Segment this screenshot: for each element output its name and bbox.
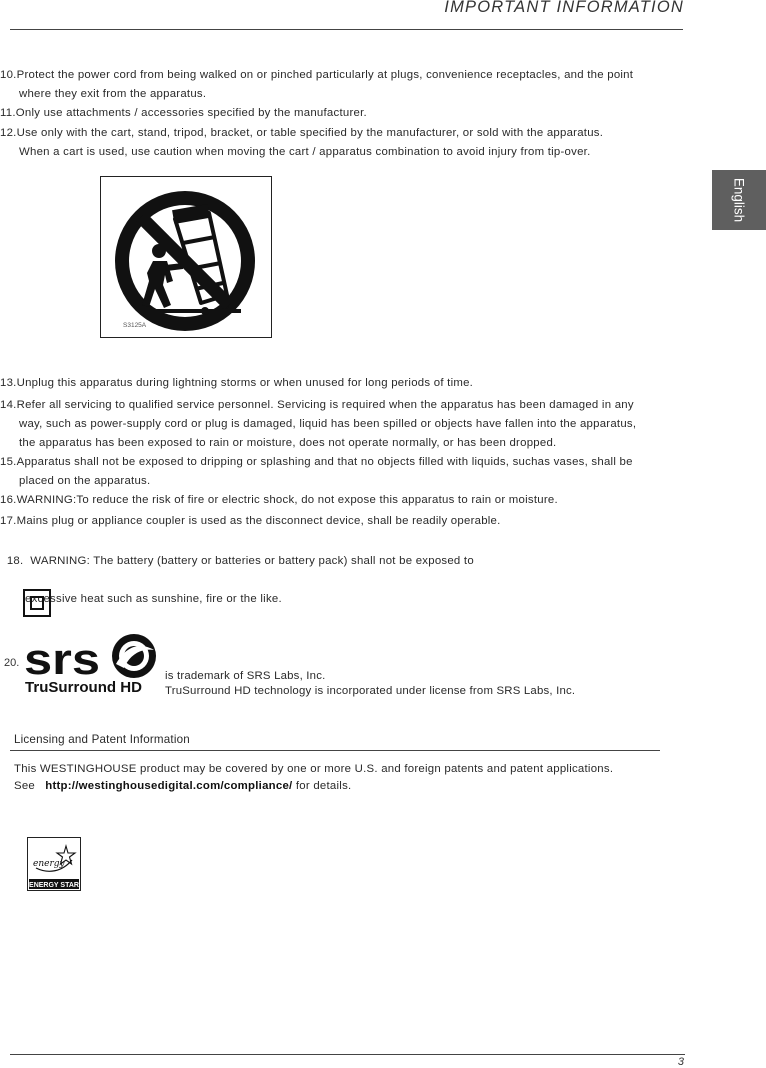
item-text-cont: When a cart is used, use caution when moving the cart / apparatus combination to avoid injury from tip-over.: [19, 146, 591, 158]
srs-line-1: is trademark of SRS Labs, Inc.: [165, 670, 326, 682]
compliance-url-link[interactable]: http://westinghousedigital.com/compliance/: [45, 780, 293, 792]
item-text: Mains plug or appliance coupler is used as the disconnect device, shall be readily operable.: [16, 515, 501, 527]
svg-text:TruSurround HD: TruSurround HD: [25, 679, 143, 696]
list-item-12: [0, 124, 690, 162]
cart-warning-icon: [101, 177, 271, 337]
caution-code: S3125A: [123, 322, 147, 329]
list-item-13: [0, 374, 690, 393]
list-item-17: [0, 512, 690, 531]
item-text-cont: placed on the apparatus.: [19, 475, 151, 487]
list-item-15: [0, 453, 690, 491]
item-text-cont: the apparatus has been exposed to rain or moisture, does not operate normally, or has been dropped.: [19, 437, 557, 449]
list-item-14: [0, 396, 690, 453]
list-item-11: [0, 104, 690, 123]
item-number: 18.: [6, 555, 24, 567]
cart-tip-over-caution-image: [100, 176, 272, 338]
item-number: 10.: [0, 69, 17, 81]
item-number: 14.: [0, 399, 17, 411]
item-text: WARNING:To reduce the risk of fire or electric shock, do not expose this apparatus to rain or moisture.: [16, 494, 558, 506]
srs-line-2: TruSurround HD technology is incorporated under license from SRS Labs, Inc.: [165, 684, 576, 697]
list-item-16: [0, 491, 690, 510]
item-text: Protect the power cord from being walked on or pinched particularly at plugs, convenience receptacles, and the point: [16, 69, 634, 81]
item-number: 15.: [0, 456, 17, 468]
item-number: 16.: [0, 494, 17, 506]
licensing-rule: [10, 750, 660, 751]
srs-trusurround-logo: [24, 634, 164, 701]
header-rule: [10, 29, 683, 30]
item-number: 17.: [0, 515, 17, 527]
item-number: 11.: [0, 107, 16, 119]
item-number: 12.: [0, 127, 17, 139]
item-text: Only use attachments / accessories specified by the manufacturer.: [15, 107, 367, 119]
item-text: Apparatus shall not be exposed to dripping or splashing and that no objects filled with liquids, suchas vases, shall be: [16, 456, 633, 468]
list-item-10: [0, 66, 690, 104]
item-text: Refer all servicing to qualified service personnel. Servicing is required when the apparatus has been damaged in any: [16, 399, 634, 411]
item-text-cont: excessive heat such as sunshine, fire or the like.: [25, 593, 282, 605]
item-text: Unplug this apparatus during lightning storms or when unused for long periods of time.: [16, 377, 474, 389]
licensing-see: See: [14, 780, 46, 792]
footer-rule: [10, 1054, 685, 1055]
language-tab: [712, 170, 766, 230]
item-text: Use only with the cart, stand, tripod, bracket, or table specified by the manufacturer, or sold with the apparatus.: [16, 127, 604, 139]
energy-star-label: ENERGY STAR: [29, 882, 79, 889]
energy-script: energy: [33, 859, 65, 869]
licensing-suffix: for details.: [292, 780, 352, 792]
licensing-heading: Licensing and Patent Information: [14, 733, 190, 746]
licensing-line-2: [14, 778, 613, 795]
language-tab-label: English: [731, 177, 747, 223]
energy-star-logo: [27, 837, 81, 891]
double-insulation-icon: [23, 589, 51, 617]
item-text-cont: where they exit from the apparatus.: [19, 88, 207, 100]
srs-item-number: 20.: [4, 657, 20, 669]
list-item-18: [0, 533, 690, 628]
svg-text:srs: srs: [24, 635, 100, 684]
licensing-line-1: This WESTINGHOUSE product may be covered by one or more U.S. and foreign patents and patent applications.: [14, 763, 614, 775]
item-text-cont: way, such as power-supply cord or plug is damaged, liquid has been spilled or objects have fallen into the apparatus,: [19, 418, 637, 430]
item-number: 13.: [0, 377, 17, 389]
page-header-title: IMPORTANT INFORMATION: [444, 0, 684, 16]
page-number: 3: [677, 1056, 684, 1068]
srs-trademark-text: [165, 669, 575, 698]
item-text: WARNING: The battery (battery or batteries or battery pack) shall not be exposed to: [23, 555, 474, 567]
licensing-body: [14, 761, 613, 795]
